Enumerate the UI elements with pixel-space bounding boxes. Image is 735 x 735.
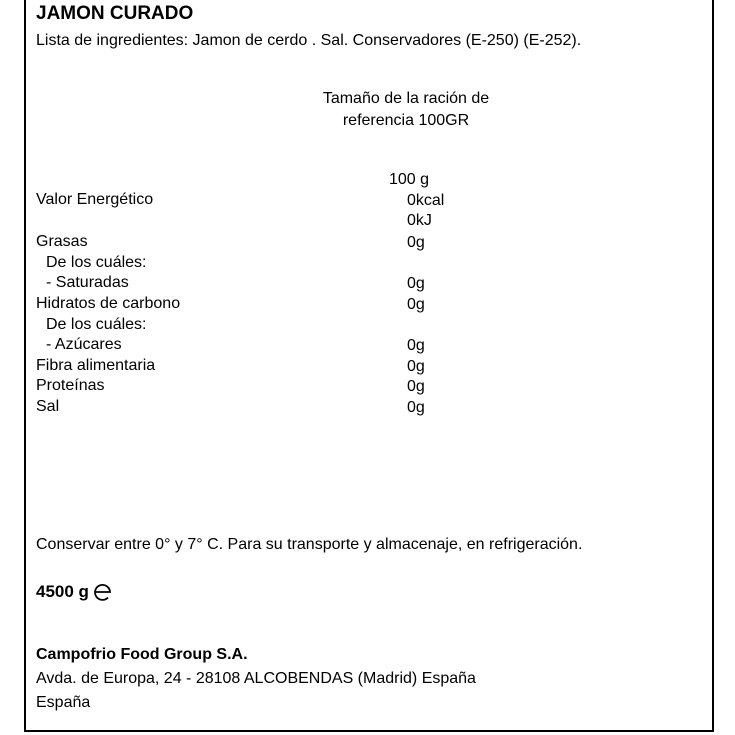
- manufacturer-address: Avda. de Europa, 24 - 28108 ALCOBENDAS (Madrid) España: [36, 670, 476, 687]
- ingredients-list: Lista de ingredientes: Jamon de cerdo . Sal. Conservadores (E-250) (E-252).: [36, 32, 582, 49]
- nutrient-value-energy-kj: 0kJ: [407, 212, 432, 229]
- nutrient-value-carbohydrates: 0g: [407, 296, 425, 313]
- serving-line-1: Tamaño de la ración de: [322, 90, 490, 107]
- nutrient-label-salt: Sal: [36, 398, 60, 415]
- net-weight-value: 4500 g: [36, 582, 89, 601]
- manufacturer-country: España: [36, 694, 91, 711]
- serving-size: [300, 88, 512, 132]
- nutrient-label-fat: Grasas: [36, 233, 88, 250]
- estimated-e-icon: [93, 583, 113, 601]
- nutrient-value-protein: 0g: [407, 378, 425, 395]
- nutrient-value-fibre: 0g: [407, 358, 425, 375]
- nutrient-sublabel-of-which-carbs: De los cuáles:: [46, 316, 147, 333]
- nutrient-value-salt: 0g: [407, 399, 425, 416]
- manufacturer-name: Campofrio Food Group S.A.: [36, 646, 248, 663]
- serving-line-2: referencia 100GR: [342, 112, 470, 129]
- nutrient-label-protein: Proteínas: [36, 377, 105, 394]
- nutrition-column-header: 100 g: [389, 171, 430, 188]
- nutrient-label-fibre: Fibra alimentaria: [36, 357, 156, 374]
- nutrient-label-carbohydrates: Hidratos de carbono: [36, 295, 181, 312]
- nutrient-label-energy: Valor Energético: [36, 191, 154, 208]
- net-weight: [36, 582, 113, 602]
- nutrient-label-sugars: - Azúcares: [46, 336, 122, 353]
- nutrient-label-saturated: - Saturadas: [46, 274, 129, 291]
- nutrient-value-energy-kcal: 0kcal: [407, 192, 445, 209]
- nutrient-value-sugars: 0g: [407, 337, 425, 354]
- storage-instructions: Conservar entre 0° y 7° C. Para su transporte y almacenaje, en refrigeración.: [36, 536, 583, 553]
- nutrient-value-saturated: 0g: [407, 275, 425, 292]
- nutrient-value-fat: 0g: [407, 234, 425, 251]
- product-title: JAMON CURADO: [36, 3, 194, 24]
- nutrient-sublabel-of-which-fat: De los cuáles:: [46, 254, 147, 271]
